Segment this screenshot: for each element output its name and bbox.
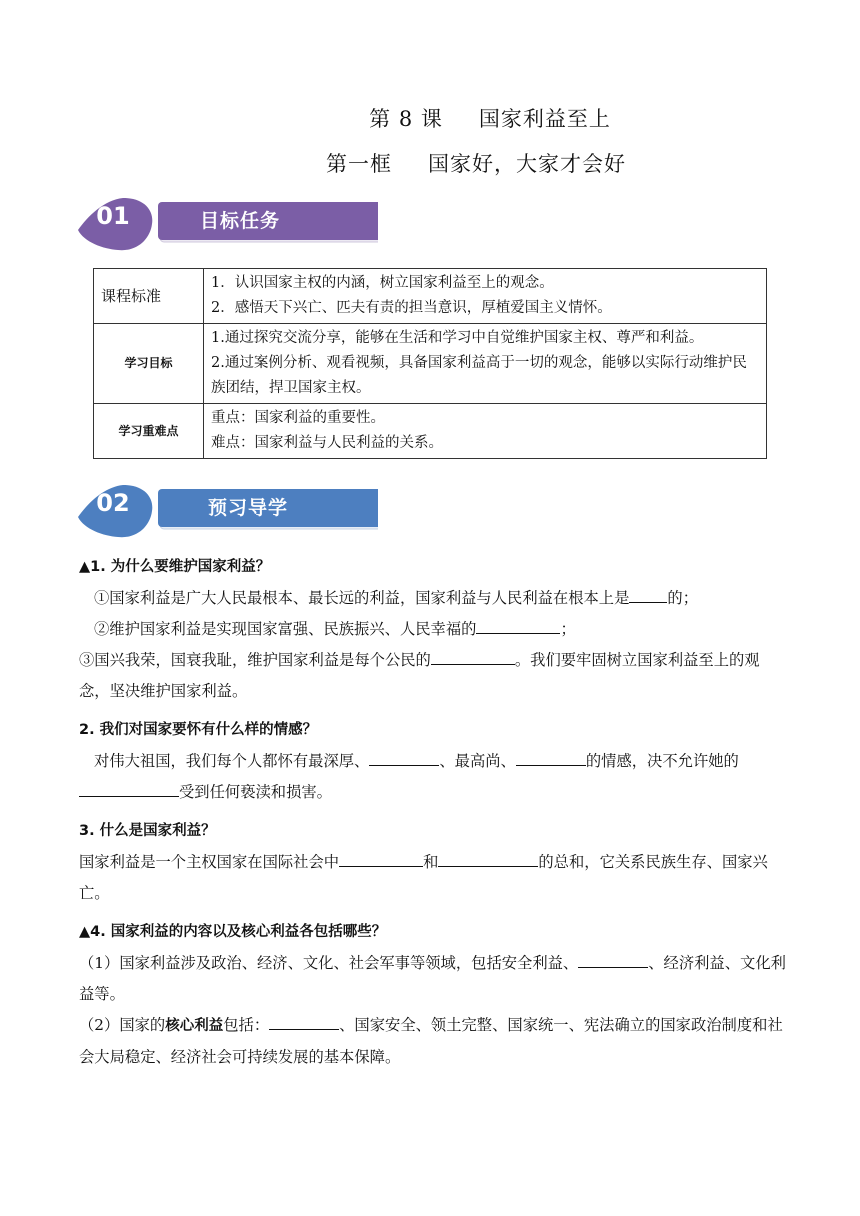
section-number: 01: [96, 202, 130, 230]
answer-line: 对伟大祖国，我们每个人都怀有最深厚、 、最高尚、 的情感，决不允许她的受到任何亵渎和损害。: [79, 746, 787, 808]
table-row: [94, 269, 767, 324]
fill-blank[interactable]: [269, 1014, 339, 1030]
question-heading: ▲1. 为什么要维护国家利益？: [79, 559, 271, 575]
fill-blank[interactable]: [578, 952, 648, 968]
lesson-title: [0, 103, 860, 133]
question-heading: 3. 什么是国家利益？: [79, 823, 216, 839]
row-label: 学习目标: [94, 324, 204, 404]
section-header-preview: [78, 481, 378, 541]
lesson-name: 国家利益至上: [478, 107, 611, 131]
preview-content: [79, 552, 787, 1073]
fill-blank[interactable]: [339, 851, 423, 867]
row-line: 1.通过探究交流分享，能够在生活和学习中自觉维护国家主权、尊严和利益。: [211, 330, 704, 346]
row-line: 2.通过案例分析、观看视频，具备国家利益高于一切的观念，能够以实际行动维护民族团结，捍卫国家主权。: [211, 355, 747, 396]
fill-blank[interactable]: [629, 587, 667, 603]
table-row: [94, 324, 767, 404]
answer-line: ②维护国家利益是实现国家富强、民族振兴、人民幸福的 ；: [94, 620, 576, 638]
section-number: 02: [96, 489, 130, 517]
row-line: 重点：国家利益的重要性。: [211, 410, 385, 426]
fill-blank[interactable]: [431, 649, 515, 665]
row-label: 学习重难点: [94, 404, 204, 459]
row-line: 2．感悟天下兴亡、匹夫有责的担当意识，厚植爱国主义情怀。: [211, 300, 612, 316]
fill-blank[interactable]: [369, 750, 439, 766]
answer-line: 国家利益是一个主权国家在国际社会中 和 的总和，它关系民族生存、国家兴亡。: [79, 853, 768, 902]
section-label: 预习导学: [208, 497, 289, 519]
answer-line: （1）国家利益涉及政治、经济、文化、社会军事等领域，包括安全利益、 、经济利益、文化利益等。: [79, 954, 786, 1003]
question-heading: ▲4. 国家利益的内容以及核心利益各包括哪些？: [79, 924, 387, 940]
fill-blank[interactable]: [516, 750, 586, 766]
fill-blank[interactable]: [476, 618, 560, 634]
lesson-number: 第 8 课: [369, 107, 443, 131]
question-heading: 2. 我们对国家要怀有什么样的情感？: [79, 722, 318, 738]
section-header-goals: [78, 194, 378, 254]
row-line: 1．认识国家主权的内涵，树立国家利益至上的观念。: [211, 275, 554, 291]
frame-title: [0, 148, 860, 178]
fill-blank[interactable]: [438, 851, 538, 867]
frame-number: 第一框: [326, 152, 392, 176]
row-content: [204, 404, 767, 459]
answer-line: ③国兴我荣，国衰我耻，维护国家利益是每个公民的 。我们要牢固树立国家利益至上的观念，坚决维护国家利益。: [79, 651, 760, 700]
table-row: [94, 404, 767, 459]
emphasis-text: 核心利益: [165, 1018, 224, 1034]
row-content: [204, 324, 767, 404]
row-content: [204, 269, 767, 324]
goals-table: [93, 268, 767, 459]
frame-name: 国家好，大家才会好: [428, 152, 626, 176]
fill-blank[interactable]: [79, 781, 179, 797]
answer-line: ①国家利益是广大人民最根本、最长远的利益，国家利益与人民利益在根本上是 的；: [94, 589, 699, 607]
answer-line: （2）国家的核心利益包括： 、国家安全、领土完整、国家统一、宪法确立的国家政治制度和社会大局稳定、经济社会可持续发展的基本保障。: [79, 1016, 783, 1066]
section-label: 目标任务: [200, 210, 281, 232]
row-label: 课程标准: [94, 269, 204, 324]
row-line: 难点：国家利益与人民利益的关系。: [211, 435, 443, 451]
